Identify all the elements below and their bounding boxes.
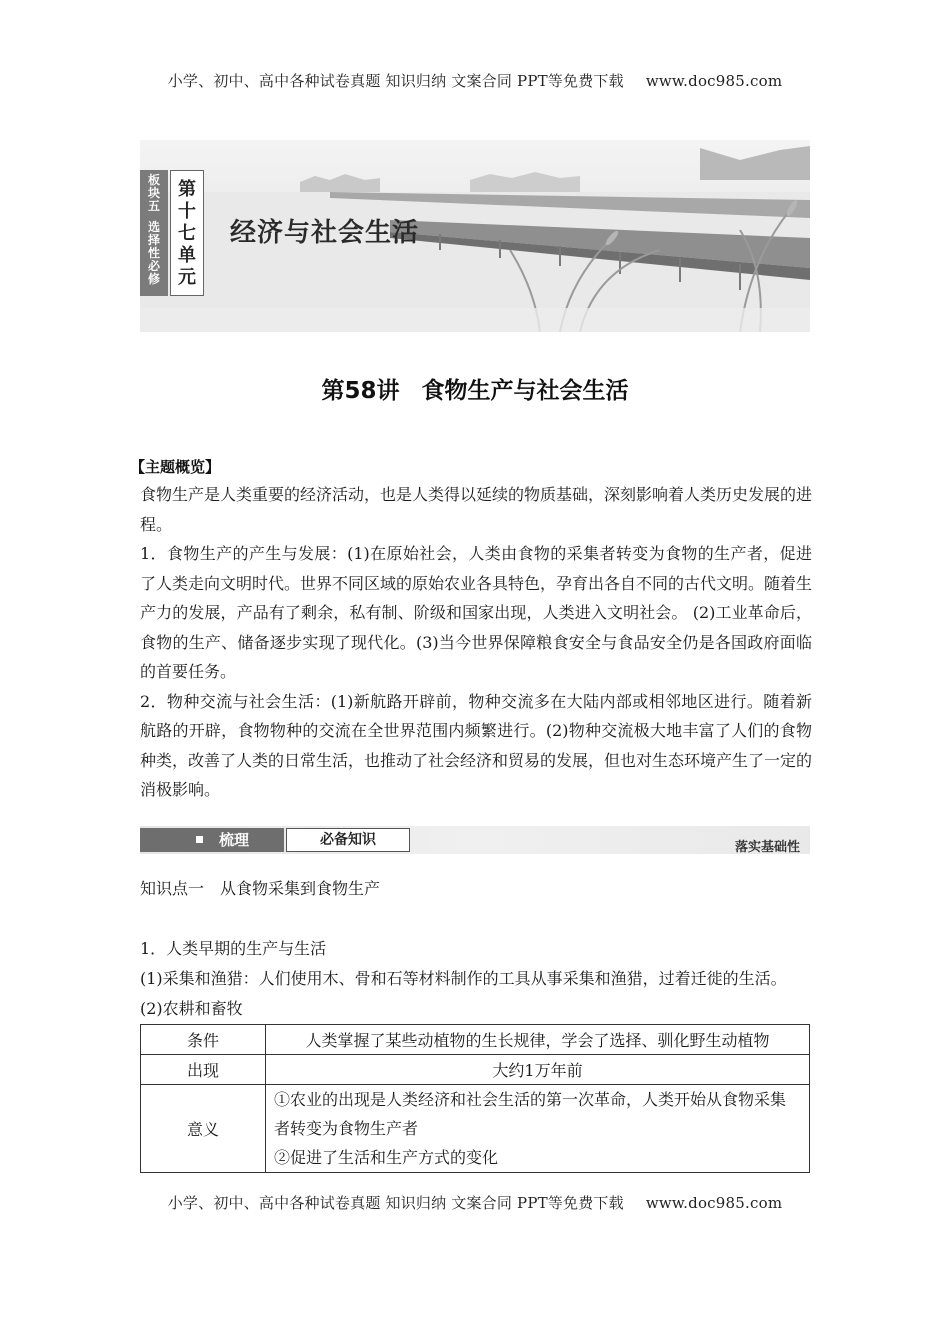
table-value-line: ①农业的出现是人类经济和社会生活的第一次革命，人类开始从食物采集者转变为食物生产者 xyxy=(274,1090,787,1138)
page-footer xyxy=(0,1192,950,1213)
tag-char: 板 xyxy=(147,173,160,187)
table-key: 出现 xyxy=(141,1055,266,1085)
overview-label: 【主题概览】 xyxy=(130,458,221,476)
tag-char: 修 xyxy=(147,272,160,286)
lecture-title xyxy=(0,372,950,405)
tag-char: 选 xyxy=(147,220,160,234)
footer-site-link[interactable]: www.doc985.com xyxy=(645,1194,783,1212)
lecture-name: 食物生产与社会生活 xyxy=(421,378,629,404)
knowledge-sub-2: (2)农耕和畜牧 xyxy=(140,999,243,1018)
unit-char: 第 xyxy=(178,179,196,200)
tag-char: 块 xyxy=(147,186,160,200)
table-value xyxy=(266,1085,810,1173)
lecture-number: 第58讲 xyxy=(321,378,400,404)
unit-banner xyxy=(140,140,810,332)
section-bar-dark-label: 梳理 xyxy=(219,831,250,849)
table-key: 条件 xyxy=(141,1025,266,1055)
section-bar-right-label: 落实基础性 xyxy=(734,840,800,855)
header-site-link[interactable]: www.doc985.com xyxy=(645,72,783,90)
tag-char: 择 xyxy=(147,233,160,247)
tag-char: 必 xyxy=(147,259,160,273)
section-bar-light-label: 必备知识 xyxy=(286,828,410,852)
table-row xyxy=(141,1025,810,1055)
table-key: 意义 xyxy=(141,1085,266,1173)
tag-char: 性 xyxy=(147,246,160,260)
unit-char: 十 xyxy=(178,201,196,222)
unit-title: 经济与社会生活 xyxy=(230,218,420,248)
knowledge-heading-1: 1．人类早期的生产与生活 xyxy=(140,939,327,958)
unit-char: 七 xyxy=(178,223,196,244)
knowledge-sub-1: (1)采集和渔猎：人们使用木、骨和石等材料制作的工具从事采集和渔猎，过着迁徙的生活。 xyxy=(140,969,787,988)
knowledge-point-title: 知识点一 从食物采集到食物生产 xyxy=(140,879,381,898)
tag-char: 五 xyxy=(147,199,160,213)
overview-point-2: 2．物种交流与社会生活：(1)新航路开辟前，物种交流多在大陆内部或相邻地区进行。随着新航路的开辟，食物物种的交流在全世界范围内频繁进行。(2)物种交流极大地丰富了人们的食物种类，改善了人类的日常生活，也推动了社会经济和贸易的发展，但也对生态环境产生了一定的消极影响。 xyxy=(140,691,813,799)
page-header xyxy=(0,70,950,91)
overview-point-1: 1．食物生产的产生与发展：(1)在原始社会，人类由食物的采集者转变为食物的生产者，促进了人类走向文明时代。世界不同区域的原始农业各具特色，孕育出各自不同的古代文明。随着生产力的发展，产品有了剩余，私有制、阶级和国家出现，人类进入文明社会。 (2)工业革命后，食物的生产、储备逐步实现了现代化。(3)当今世界保障粮食安全与食品安全仍是各国政府面临的首要任务。 xyxy=(140,544,813,681)
section-bar-dark xyxy=(140,828,284,852)
overview-intro: 食物生产是人类重要的经济活动，也是人类得以延续的物质基础，深刻影响着人类历史发展的进程。 xyxy=(140,485,813,534)
section-bar xyxy=(140,826,810,854)
table-value: 大约1万年前 xyxy=(266,1055,810,1085)
table-value-line: ②促进了生活和生产方式的变化 xyxy=(274,1148,499,1167)
table-value: 人类掌握了某些动植物的生长规律，学会了选择、驯化野生动植物 xyxy=(266,1025,810,1055)
table-row xyxy=(141,1085,810,1173)
overview-body xyxy=(140,480,812,805)
header-text: 小学、初中、高中各种试卷真题 知识归纳 文案合同 PPT等免费下载 xyxy=(167,72,624,90)
unit-char: 单 xyxy=(178,245,196,266)
unit-char: 元 xyxy=(178,267,196,288)
agriculture-table xyxy=(140,1024,810,1173)
table-row xyxy=(141,1055,810,1085)
unit-tag xyxy=(170,170,204,296)
footer-text: 小学、初中、高中各种试卷真题 知识归纳 文案合同 PPT等免费下载 xyxy=(167,1194,624,1212)
square-bullet-icon xyxy=(196,836,203,843)
section-tag-dark xyxy=(140,170,168,296)
